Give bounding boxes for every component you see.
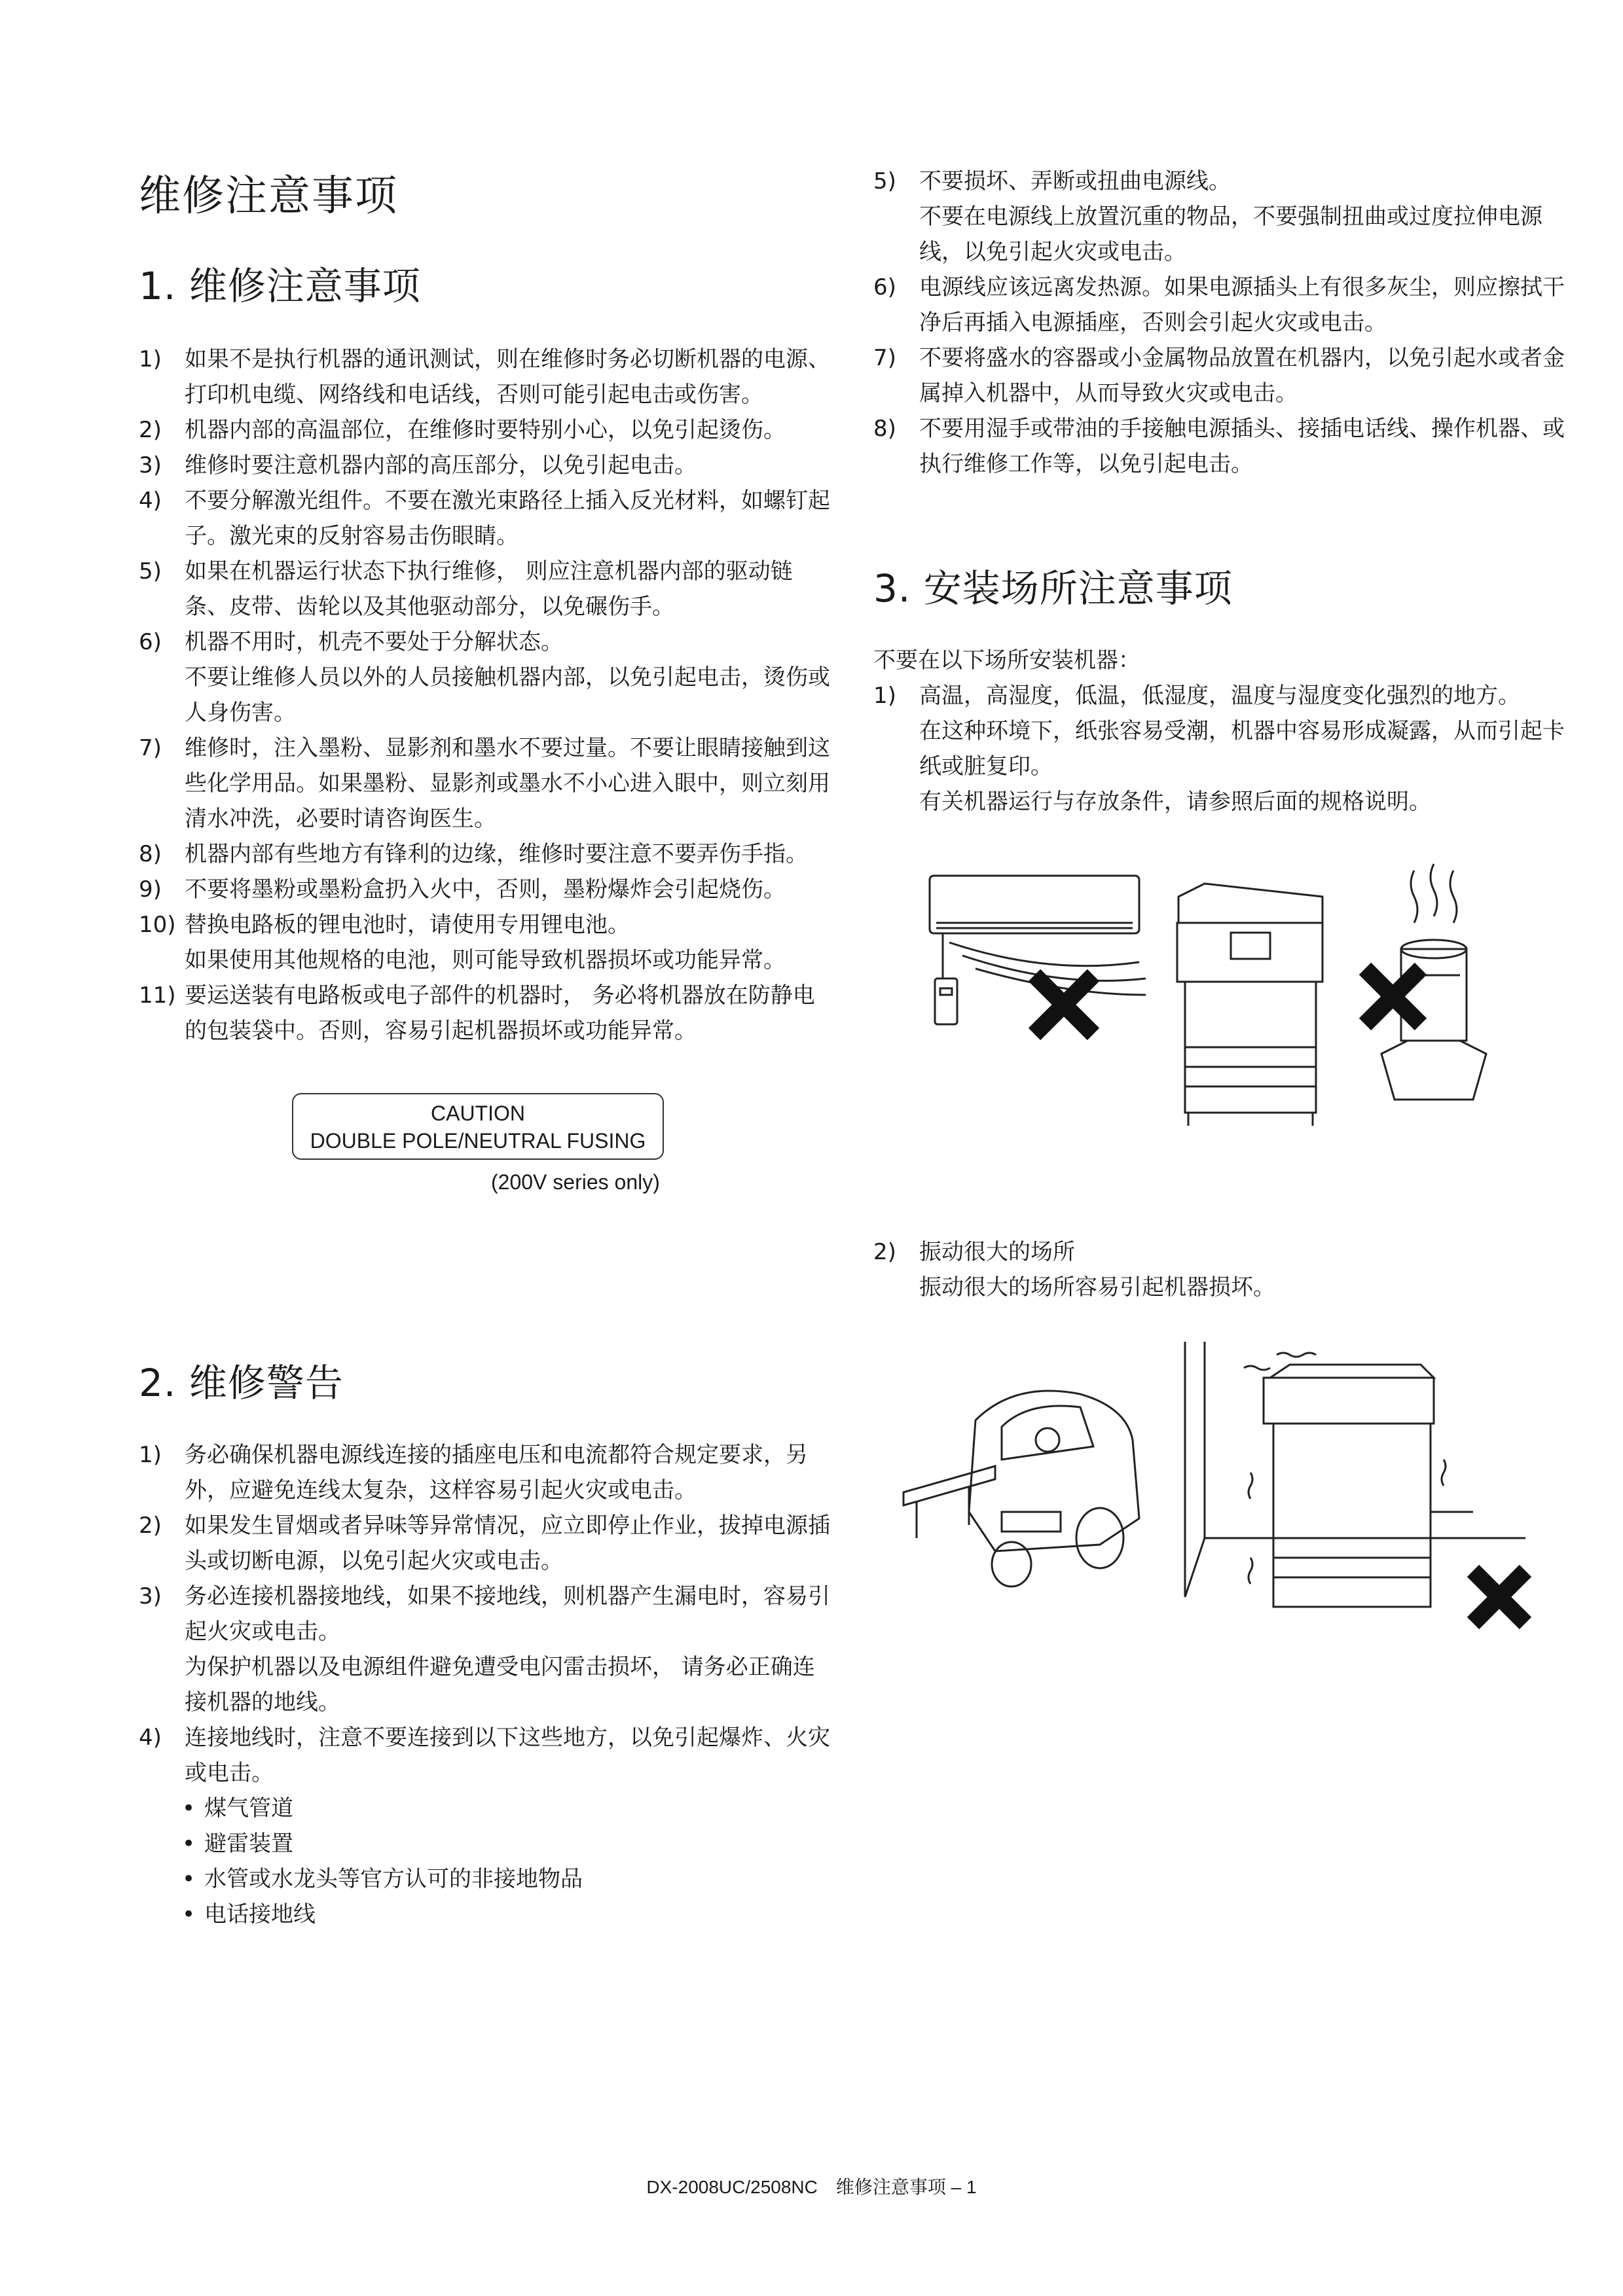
section1-heading: 1. 维修注意事项 [139,264,421,308]
caution-note: (200V series only) [491,1170,660,1194]
list-item: 1) 如果不是执行机器的通讯测试，则在维修时务必切断机器的电源、打印机电缆、网络线和电话线，否则可能引起电击或伤害。 [139,346,830,408]
list-item: 2) 如果发生冒烟或者异味等异常情况，应立即停止作业，拔掉电源插头或切断电源，以免引起火灾或电击。 [139,1513,830,1574]
list-item: 3) 务必连接机器接地线，如果不接地线，则机器产生漏电时，容易引起火灾或电击。 为保护机器以及电源组件避免遭受电闪雷击损坏， 请务必正确连接机器的地线。 [139,1579,833,1720]
list-item: 1) 高温，高湿度，低温，低湿度，温度与湿度变化强烈的地方。 [873,683,1520,709]
list-item: 6) 机器不用时，机壳不要处于分解状态。 不要让维修人员以外的人员接触机器内部，以免引起电击，烫伤或人身伤害。 [139,624,833,730]
section3-list [873,643,1567,819]
list-item: 6) 电源线应该远离发热源。如果电源插头上有很多灰尘，则应擦拭干净后再插入电源插座，否则会引起火灾或电击。 [873,274,1565,336]
list-item-note: 在这种环境下，纸张容易受潮，机器中容易形成凝露，从而引起卡纸或脏复印。 [919,718,1565,780]
cross-mark-icon [1365,969,1421,1024]
caution-title: CAUTION [431,1102,525,1125]
list-item: 4) 连接地线时，注意不要连接到以下这些地方，以免引起爆炸、火灾或电击。 [139,1725,830,1786]
list-item: 1) 务必确保机器电源线连接的插座电压和电流都符合规定要求，另外，应避免连线太复杂，这样容易引起火灾或电击。 [139,1442,808,1503]
page-title: 维修注意事项 [139,172,398,221]
section3-list-2 [873,1234,1567,1305]
truck-icon [969,1391,1139,1587]
list-item: 5) 如果在机器运行状态下执行维修， 则应注意机器内部的驱动链条、皮带、齿轮以及其他驱动部分，以免碾伤手。 [139,558,793,620]
cross-mark-icon [1473,1571,1525,1623]
bullet-item: • 电话接地线 [182,1901,316,1928]
page-footer: DX-2008UC/2508NC 维修注意事项 – 1 [646,2177,977,2197]
list-item-note: 为保护机器以及电源组件避免遭受电闪雷击损坏， 请务必正确连接机器的地线。 [185,1654,815,1715]
copier-icon [1244,1353,1473,1607]
list-item-note: 如果使用其他规格的电池，则可能导致机器损坏或功能异常。 [185,947,786,973]
list-item: 9) 不要将墨粉或墨粉盒扔入火中，否则，墨粉爆炸会引起烧伤。 [139,876,786,903]
section1-cont-list [873,164,1567,482]
air-conditioner-icon [930,876,1146,1024]
list-item: 5) 不要损坏、弄断或扭曲电源线。 不要在电源线上放置沉重的物品，不要强制扭曲或过度拉伸电源线，以免引起火灾或电击。 [873,164,1567,270]
list-item: 3) 维修时要注意机器内部的高压部分，以免引起电击。 [139,452,697,478]
list-item: 7) 不要将盛水的容器或小金属物品放置在机器内，以免引起水或者金属掉入机器中，从而导致火灾或电击。 [873,345,1565,406]
list-item: 7) 维修时，注入墨粉、显影剂和墨水不要过量。不要让眼睛接触到这些化学用品。如果墨粉、显影剂或墨水不小心进入眼中，则立刻用清水冲洗，必要时请咨询医生。 [139,735,830,832]
list-item: 4) 不要分解激光组件。不要在激光束路径上插入反光材料，如螺钉起子。激光束的反射容易击伤眼睛。 [139,488,830,549]
guard-rail-icon [903,1466,995,1538]
cross-mark-icon [1034,975,1093,1034]
list-item: 2) 机器内部的高温部位，在维修时要特别小心，以免引起烫伤。 [139,417,786,443]
list-item: 11) 要运送装有电路板或电子部件的机器时， 务必将机器放在防静电的包装袋中。否则，容易引起机器损坏或功能异常。 [139,982,815,1044]
copier-icon [1177,884,1322,1126]
section2-heading: 2. 维修警告 [139,1361,344,1405]
bullet-item: • 煤气管道 [182,1795,293,1821]
list-item: 10) 替换电路板的锂电池时，请使用专用锂电池。 如果使用其他规格的电池，则可能导致机器损坏或功能异常。 [139,907,833,978]
heat-source-illustration [923,857,1499,1145]
caution-label [292,1093,664,1160]
section3-intro: 不要在以下场所安装机器： [873,647,1140,673]
list-item-note: 不要在电源线上放置沉重的物品，不要强制扭曲或过度拉伸电源线，以免引起火灾或电击。 [919,204,1542,265]
section2-list [139,1437,833,1932]
section1-list [139,342,833,1049]
list-item: 2) 振动很大的场所 [873,1239,1075,1265]
list-item-note: 有关机器运行与存放条件，请参照后面的规格说明。 [919,789,1431,815]
section3-heading: 3. 安装场所注意事项 [873,566,1233,611]
caution-text: DOUBLE POLE/NEUTRAL FUSING [310,1129,646,1153]
list-item: 8) 不要用湿手或带油的手接触电源插头、接插电话线、操作机器、或执行维修工作等，以免引起电击。 [873,416,1565,477]
bullet-item: • 避雷装置 [182,1831,293,1857]
list-item-note: 不要让维修人员以外的人员接触机器内部，以免引起电击，烫伤或人身伤害。 [185,664,830,726]
vibration-illustration [897,1342,1539,1643]
list-item-note: 振动很大的场所容易引起机器损坏。 [919,1274,1275,1300]
bullet-item: • 水管或水龙头等官方认可的非接地物品 [182,1866,583,1892]
list-item: 8) 机器内部有些地方有锋利的边缘，维修时要注意不要弄伤手指。 [139,841,808,867]
